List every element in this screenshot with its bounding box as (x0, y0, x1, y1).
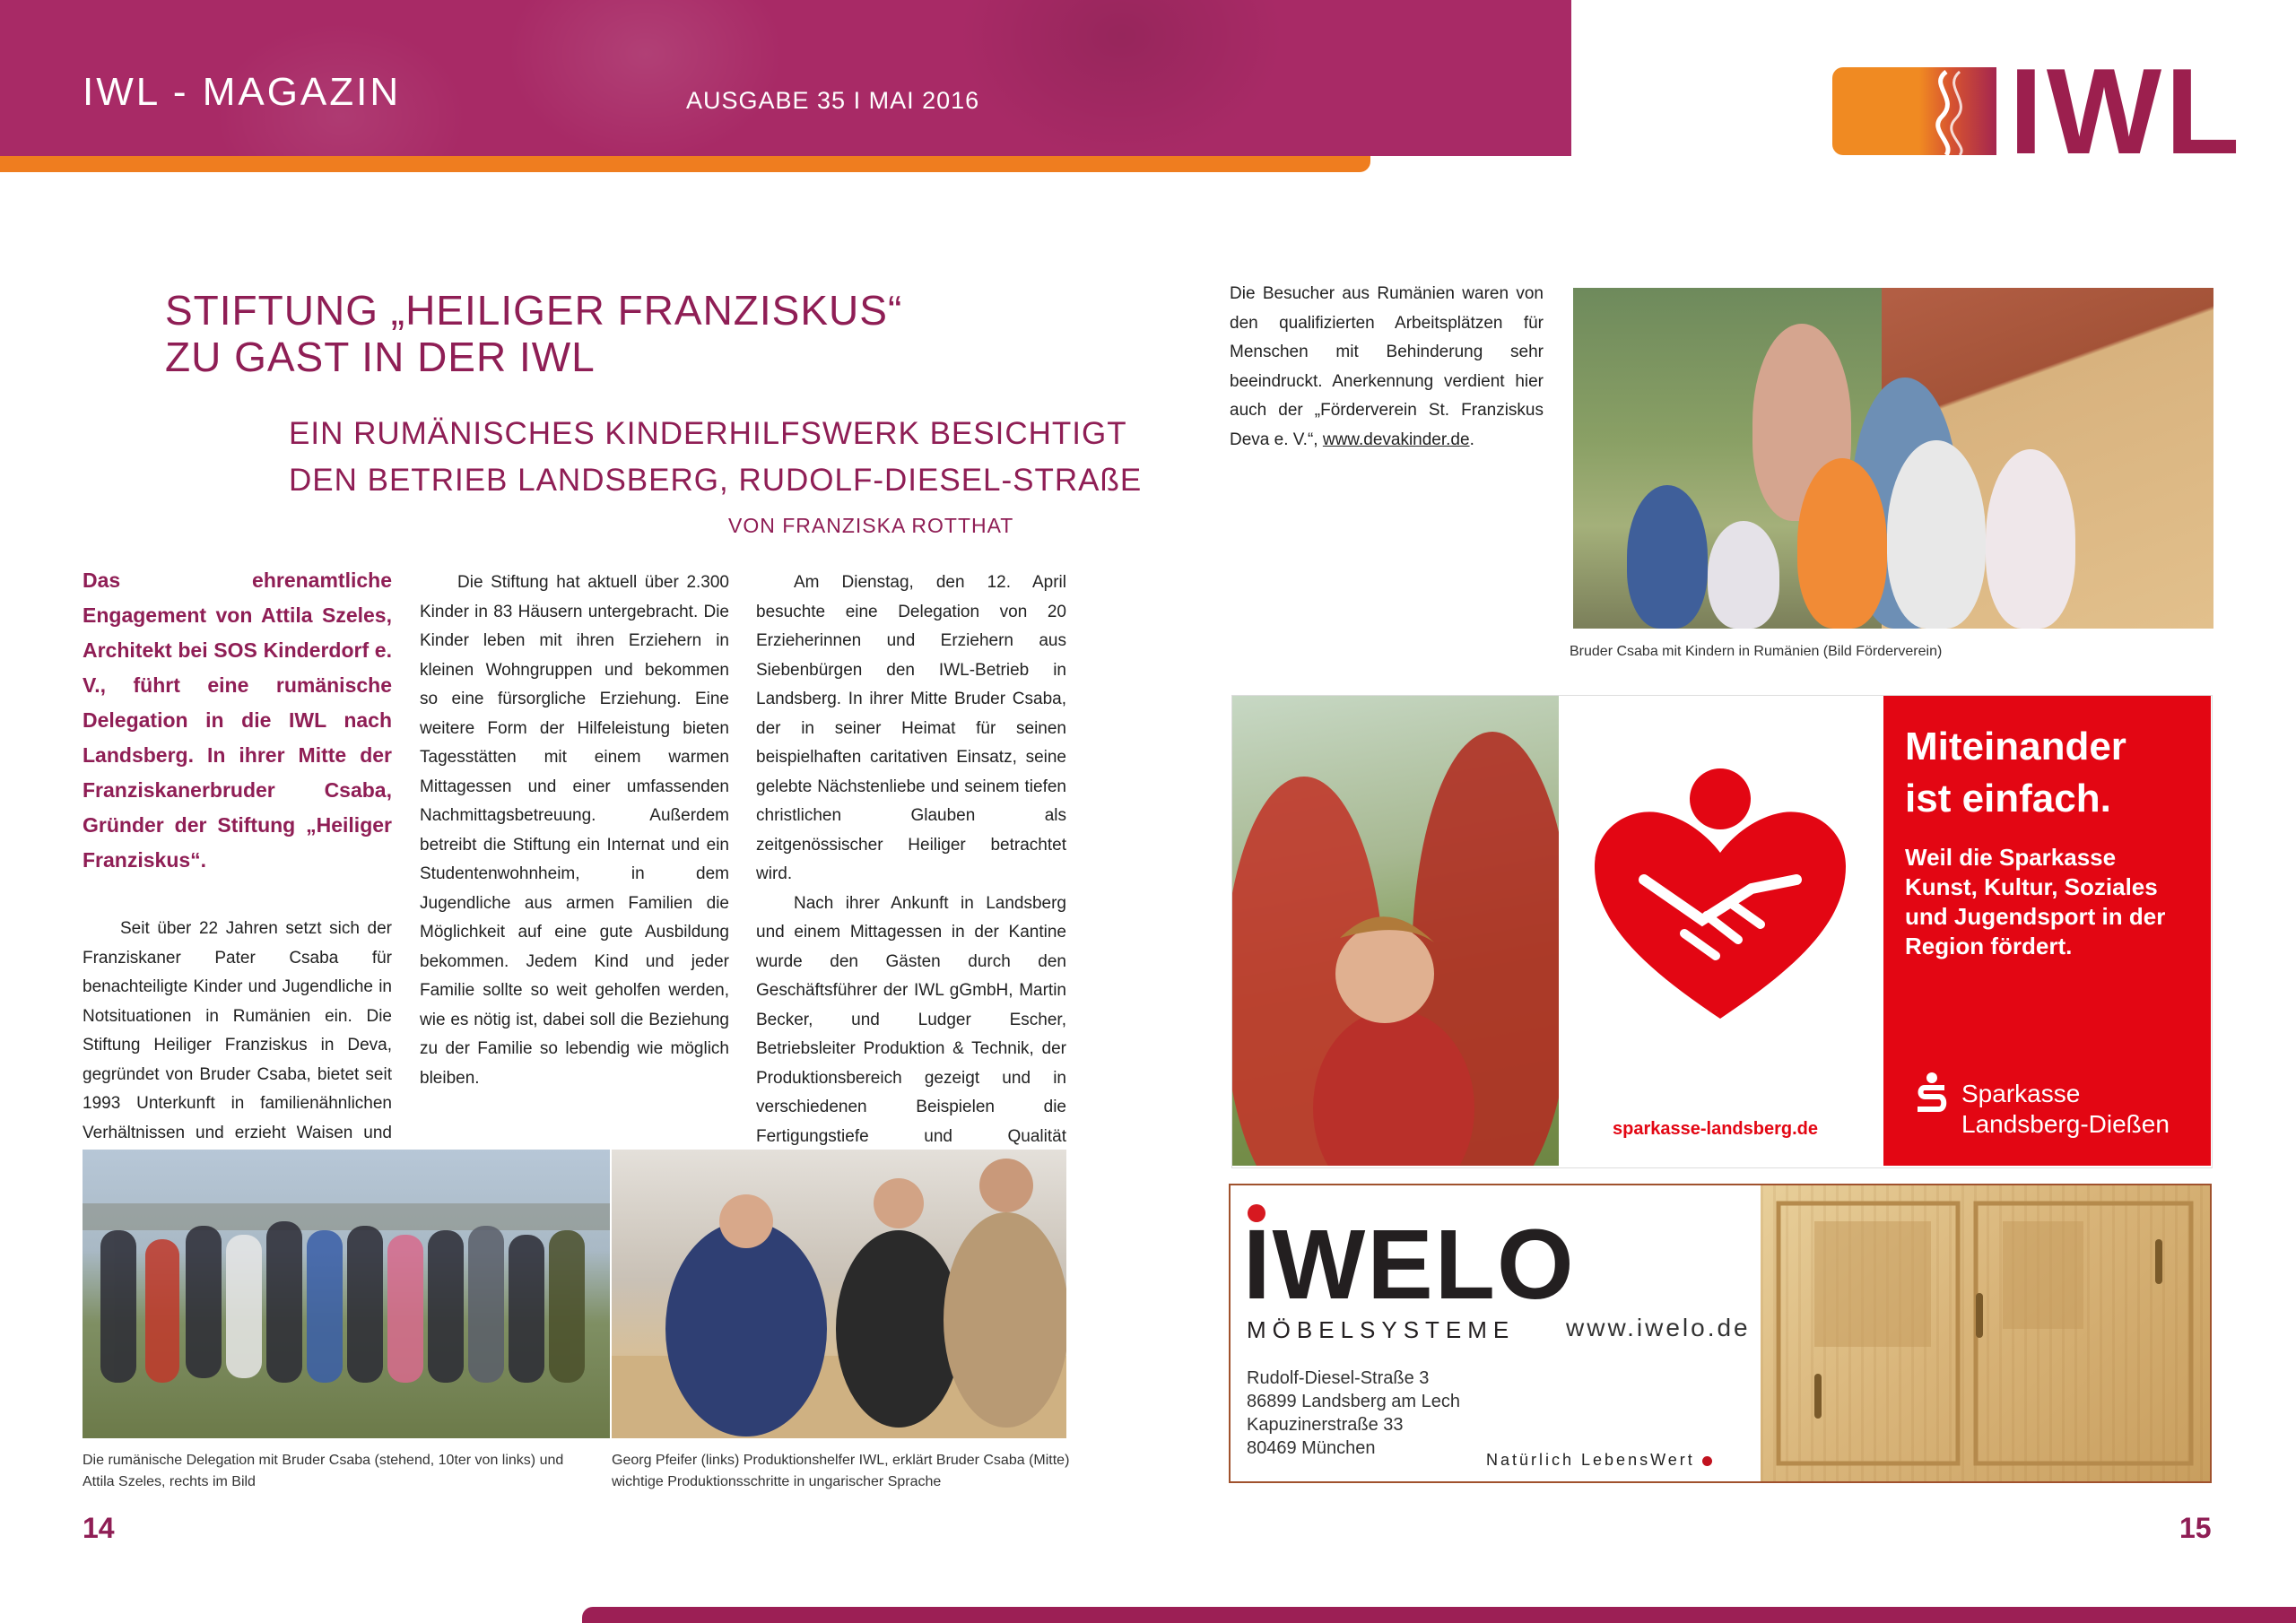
page-number-right: 15 (2179, 1512, 2212, 1544)
iwelo-address: Rudolf-Diesel-Straße 3 86899 Landsberg am Lech Kapuzinerstraße 33 80469 München (1247, 1368, 1460, 1458)
iwl-logo-figure-icon (1919, 67, 1996, 155)
text-column-2: Die Stiftung hat aktuell über 2.300 Kinder in 83 Häusern untergebracht. Die Kinder leben mit ihren Erziehern in kleinen Wohngruppen und bekommen so eine fürsorgliche Erziehung. Eine weitere Form der Hilfeleistung bieten Tagesstätten mit einem warmen Mittagessen und einer umfassenden Nachmittagsbetreuung. Außerdem betreibt die Stiftung ein Internat und ein Studentenwohnheim, in dem Jugendliche aus armen Familien die Möglichkeit auf eine gute Ausbildung bekommen. Jedem Kind und jeder Familie sollte so weit geholfen werden, wie es nötig ist, dabei soll die Beziehung zu der Familie so lebendig wie möglich bleiben. (420, 573, 729, 1088)
claim-dot-icon (1702, 1456, 1712, 1466)
issue-info: AUSGABE 35 I MAI 2016 (686, 87, 980, 114)
page-number-left: 14 (83, 1512, 115, 1544)
sparkasse-s-icon (1912, 1072, 1952, 1126)
iwelo-website[interactable]: www.iwelo.de (1566, 1314, 1751, 1341)
iwelo-claim: Natürlich LebensWert (1486, 1451, 1712, 1470)
text-column-3: Am Dienstag, den 12. April besuchte eine Delegation von 20 Erzieherinnen und Erziehern aus Siebenbürgen den IWL-Betrieb in Landsberg. In ihrer Mitte Bruder Csaba, der in seiner Heimat für seinen beispielhaften caritativen Einsatz, seine gelebte Nächstenliebe und seinem tiefen christlichen Glauben als zeitgenössischer Heiliger betrachtet wird. Nach ihrer Ankunft in Landsberg und einem Mittagessen in der Kantine wurde den Gästen durch den Geschäftsführer der IWL gGmbH, Martin Becker, und Ludger Escher, Betriebsleiter Produktion & Technik, der Produktionsbereich gezeigt und in verschiedenen Beispielen die Fertigungstiefe und Qualität (756, 573, 1066, 1146)
photo-children-romania (1573, 288, 2213, 629)
sparkasse-subline: Weil die Sparkasse Kunst, Kultur, Soziales und Jugendsport in der Region fördert. (1905, 844, 2166, 959)
iwelo-tagline: MÖBELSYSTEME (1247, 1316, 1516, 1343)
footer-bar (582, 1607, 2296, 1623)
text-column-1: Seit über 22 Jahren setzt sich der Franziskaner Pater Csaba für benachteiligte Kinder und Jugendliche in Notsituationen in Rumänien ein. Die Stiftung Heiliger Franziskus in Deva, gegründet von Bruder Csaba, bietet seit 1993 Unterkunft in familienähnlichen Verhältnissen und erzieht Waisen und (83, 919, 392, 1142)
photo-caption-production: Georg Pfeifer (links) Produktionshelfer IWL, erklärt Bruder Csaba (Mitte) wichtige Produktionsschritte in ungarischer Sprache (612, 1453, 1070, 1489)
magazine-title: IWL - MAGAZIN (83, 70, 402, 114)
sparkasse-headline: Miteinander ist einfach. (1905, 725, 2126, 820)
article-subtitle: EIN RUMÄNISCHES KINDERHILFSWERK BESICHTIGT DEN BETRIEB LANDSBERG, RUDOLF-DIESEL-STRAßE (289, 416, 1143, 498)
iwelo-ad-cabinet-photo (1761, 1185, 2210, 1481)
sparkasse-ad-photo (1232, 696, 1559, 1166)
text-column-4: Die Besucher aus Rumänien waren von den qualifizierten Arbeitsplätzen für Menschen mit Behinderung sehr beeindruckt. Anerkennung verdient hier auch der „Förderverein St. Franziskus Deva e. V.“, www.devakinder.de. (1230, 284, 1544, 449)
photo-production-demo (612, 1150, 1066, 1438)
sparkasse-ad-logo-panel (1559, 696, 1883, 1166)
heart-handshake-icon (1559, 696, 1883, 1166)
iwelo-logo: IWELO (1243, 1210, 1576, 1320)
article-title: STIFTUNG „HEILIGER FRANZISKUS“ ZU GAST IN DER IWL (165, 287, 903, 380)
sparkasse-url[interactable]: sparkasse-landsberg.de (1613, 1119, 1818, 1139)
photo-caption-delegation: Die rumänische Delegation mit Bruder Csaba (stehend, 10ter von links) und Attila Szeles, rechts im Bild (83, 1453, 564, 1489)
photo-caption-children: Bruder Csaba mit Kindern in Rumänien (Bild Förderverein) (1570, 644, 1943, 659)
sparkasse-brand: Sparkasse Landsberg-Dießen (1961, 1080, 2170, 1138)
photo-delegation-group (83, 1150, 610, 1438)
iwl-logo-text: IWL (2009, 43, 2244, 179)
header-accent-stripe (0, 156, 1370, 172)
article-lead: Das ehrenamtliche Engagement von Attila Szeles, Architekt bei SOS Kinderdorf e. V., führt eine rumänische Delegation in die IWL nach Landsberg. In ihrer Mitte der Franziskanerbruder Csaba, Gründer der Stiftung „Heiliger Franziskus“. (83, 568, 392, 872)
article-author: VON FRANZISKA ROTTHAT (728, 514, 1014, 537)
devakinder-link[interactable]: www.devakinder.de (1322, 430, 1470, 449)
